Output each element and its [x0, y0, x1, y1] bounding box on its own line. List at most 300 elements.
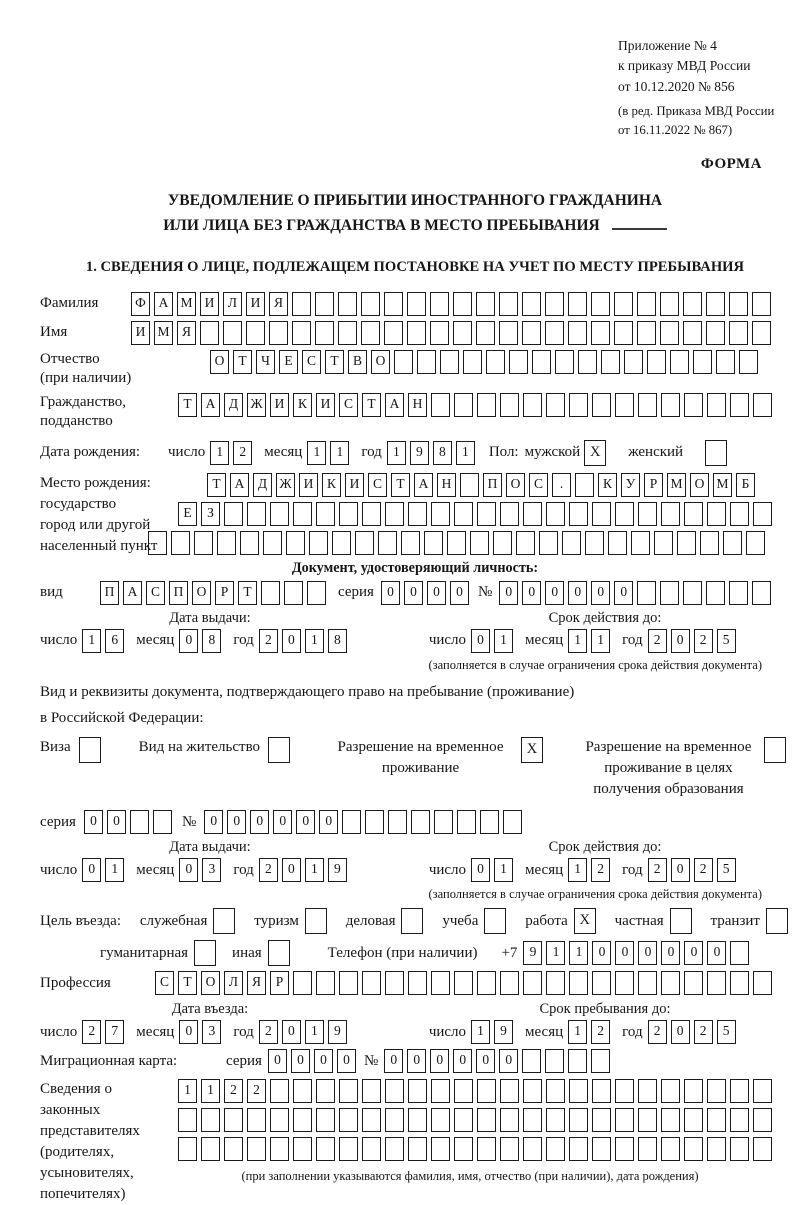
char-cell[interactable]: А: [385, 393, 404, 417]
char-cell[interactable]: [707, 502, 726, 526]
char-cell[interactable]: [463, 350, 482, 374]
char-cell[interactable]: О: [201, 971, 220, 995]
char-cell[interactable]: Т: [207, 473, 226, 497]
char-cell[interactable]: 2: [259, 629, 278, 653]
char-cell[interactable]: [706, 292, 725, 316]
sex-female-checkbox[interactable]: [705, 440, 727, 466]
char-cell[interactable]: [509, 350, 528, 374]
char-cell[interactable]: Ж: [276, 473, 295, 497]
char-cell[interactable]: 0: [282, 858, 301, 882]
char-cell[interactable]: [201, 1137, 220, 1161]
char-cell[interactable]: [661, 1108, 680, 1132]
char-cell[interactable]: 0: [384, 1049, 403, 1073]
char-cell[interactable]: [431, 1108, 450, 1132]
char-cell[interactable]: [430, 321, 449, 345]
char-cell[interactable]: С: [339, 393, 358, 417]
char-cell[interactable]: [592, 1137, 611, 1161]
char-cell[interactable]: 1: [546, 941, 565, 965]
char-cell[interactable]: И: [131, 321, 150, 345]
char-cell[interactable]: [660, 321, 679, 345]
char-cell[interactable]: [201, 1108, 220, 1132]
visa-checkbox[interactable]: [79, 737, 101, 763]
migration-series-cells[interactable]: [268, 1049, 360, 1073]
char-cell[interactable]: [578, 350, 597, 374]
char-cell[interactable]: 1: [456, 441, 475, 465]
char-cell[interactable]: [546, 1079, 565, 1103]
char-cell[interactable]: [293, 502, 312, 526]
char-cell[interactable]: [615, 393, 634, 417]
char-cell[interactable]: [753, 1079, 772, 1103]
residence-permit-checkbox[interactable]: [268, 737, 290, 763]
char-cell[interactable]: Т: [178, 971, 197, 995]
char-cell[interactable]: 0: [476, 1049, 495, 1073]
char-cell[interactable]: [684, 1137, 703, 1161]
char-cell[interactable]: [362, 1137, 381, 1161]
char-cell[interactable]: [729, 292, 748, 316]
char-cell[interactable]: Р: [215, 581, 234, 605]
entry-month-cells[interactable]: [179, 1020, 225, 1044]
char-cell[interactable]: [408, 1079, 427, 1103]
temp-residence-education-checkbox[interactable]: [764, 737, 786, 763]
char-cell[interactable]: Т: [238, 581, 257, 605]
char-cell[interactable]: 9: [523, 941, 542, 965]
char-cell[interactable]: Н: [437, 473, 456, 497]
char-cell[interactable]: [569, 393, 588, 417]
char-cell[interactable]: [661, 393, 680, 417]
char-cell[interactable]: [592, 393, 611, 417]
char-cell[interactable]: [661, 502, 680, 526]
char-cell[interactable]: [638, 393, 657, 417]
char-cell[interactable]: [661, 971, 680, 995]
char-cell[interactable]: [240, 531, 259, 555]
char-cell[interactable]: [546, 1137, 565, 1161]
char-cell[interactable]: [546, 1108, 565, 1132]
char-cell[interactable]: [263, 531, 282, 555]
char-cell[interactable]: [707, 1079, 726, 1103]
char-cell[interactable]: [730, 1137, 749, 1161]
char-cell[interactable]: [309, 531, 328, 555]
char-cell[interactable]: 0: [471, 858, 490, 882]
char-cell[interactable]: 1: [105, 858, 124, 882]
char-cell[interactable]: [385, 1108, 404, 1132]
char-cell[interactable]: 2: [259, 858, 278, 882]
char-cell[interactable]: [339, 971, 358, 995]
char-cell[interactable]: [523, 393, 542, 417]
char-cell[interactable]: 0: [522, 581, 541, 605]
char-cell[interactable]: [454, 1137, 473, 1161]
char-cell[interactable]: А: [201, 393, 220, 417]
char-cell[interactable]: [647, 350, 666, 374]
char-cell[interactable]: 0: [84, 810, 103, 834]
char-cell[interactable]: [545, 292, 564, 316]
char-cell[interactable]: [568, 292, 587, 316]
char-cell[interactable]: [261, 581, 280, 605]
char-cell[interactable]: [614, 292, 633, 316]
char-cell[interactable]: Я: [177, 321, 196, 345]
char-cell[interactable]: 0: [319, 810, 338, 834]
char-cell[interactable]: П: [483, 473, 502, 497]
valid-month-cells[interactable]: [568, 858, 614, 882]
char-cell[interactable]: 0: [314, 1049, 333, 1073]
char-cell[interactable]: [730, 502, 749, 526]
char-cell[interactable]: О: [210, 350, 229, 374]
char-cell[interactable]: [753, 1137, 772, 1161]
char-cell[interactable]: [454, 393, 473, 417]
char-cell[interactable]: М: [154, 321, 173, 345]
char-cell[interactable]: [339, 1079, 358, 1103]
char-cell[interactable]: [408, 502, 427, 526]
char-cell[interactable]: [270, 1137, 289, 1161]
birth-place-cells-1[interactable]: [207, 473, 759, 497]
char-cell[interactable]: 0: [227, 810, 246, 834]
char-cell[interactable]: [707, 1108, 726, 1132]
doc-number-cells[interactable]: [499, 581, 775, 605]
purpose-humanitarian-checkbox[interactable]: [194, 940, 216, 966]
char-cell[interactable]: [476, 292, 495, 316]
char-cell[interactable]: [500, 971, 519, 995]
char-cell[interactable]: [178, 1108, 197, 1132]
char-cell[interactable]: [316, 1137, 335, 1161]
char-cell[interactable]: 0: [671, 629, 690, 653]
char-cell[interactable]: [332, 531, 351, 555]
char-cell[interactable]: [224, 502, 243, 526]
birth-day-cells[interactable]: [210, 441, 256, 465]
char-cell[interactable]: 0: [499, 581, 518, 605]
char-cell[interactable]: [431, 1079, 450, 1103]
until-day-cells[interactable]: [471, 1020, 517, 1044]
char-cell[interactable]: [286, 531, 305, 555]
char-cell[interactable]: [730, 393, 749, 417]
char-cell[interactable]: 0: [591, 581, 610, 605]
char-cell[interactable]: [638, 502, 657, 526]
char-cell[interactable]: [660, 292, 679, 316]
char-cell[interactable]: 0: [661, 941, 680, 965]
char-cell[interactable]: .: [552, 473, 571, 497]
char-cell[interactable]: [384, 292, 403, 316]
char-cell[interactable]: [307, 581, 326, 605]
char-cell[interactable]: С: [155, 971, 174, 995]
issue-year-cells[interactable]: [259, 629, 351, 653]
char-cell[interactable]: С: [529, 473, 548, 497]
char-cell[interactable]: М: [177, 292, 196, 316]
issue-month-cells[interactable]: [179, 858, 225, 882]
char-cell[interactable]: А: [123, 581, 142, 605]
char-cell[interactable]: [486, 350, 505, 374]
char-cell[interactable]: [752, 292, 771, 316]
char-cell[interactable]: [292, 321, 311, 345]
char-cell[interactable]: [569, 971, 588, 995]
char-cell[interactable]: 0: [430, 1049, 449, 1073]
char-cell[interactable]: 2: [694, 629, 713, 653]
representatives-cells-1[interactable]: [178, 1079, 776, 1103]
char-cell[interactable]: [706, 581, 725, 605]
char-cell[interactable]: [270, 1108, 289, 1132]
char-cell[interactable]: 0: [404, 581, 423, 605]
char-cell[interactable]: [723, 531, 742, 555]
char-cell[interactable]: [615, 1079, 634, 1103]
char-cell[interactable]: [523, 1108, 542, 1132]
char-cell[interactable]: [707, 971, 726, 995]
char-cell[interactable]: [153, 810, 172, 834]
char-cell[interactable]: [284, 581, 303, 605]
until-year-cells[interactable]: [648, 1020, 740, 1044]
char-cell[interactable]: [434, 810, 453, 834]
char-cell[interactable]: 0: [407, 1049, 426, 1073]
char-cell[interactable]: [592, 971, 611, 995]
char-cell[interactable]: 7: [105, 1020, 124, 1044]
char-cell[interactable]: П: [100, 581, 119, 605]
valid-day-cells[interactable]: [471, 629, 517, 653]
char-cell[interactable]: Л: [224, 971, 243, 995]
phone-cells[interactable]: [523, 941, 753, 965]
char-cell[interactable]: [670, 350, 689, 374]
patronymic-cells[interactable]: [210, 350, 762, 374]
char-cell[interactable]: [591, 292, 610, 316]
char-cell[interactable]: [684, 393, 703, 417]
char-cell[interactable]: И: [345, 473, 364, 497]
char-cell[interactable]: [385, 1137, 404, 1161]
purpose-tourism-checkbox[interactable]: [305, 908, 327, 934]
char-cell[interactable]: [677, 531, 696, 555]
char-cell[interactable]: [454, 1108, 473, 1132]
representatives-cells-2[interactable]: [178, 1108, 776, 1132]
char-cell[interactable]: С: [302, 350, 321, 374]
char-cell[interactable]: 9: [328, 1020, 347, 1044]
char-cell[interactable]: 1: [330, 441, 349, 465]
issue-day-cells[interactable]: [82, 858, 128, 882]
char-cell[interactable]: Б: [736, 473, 755, 497]
residence-series-cells[interactable]: [84, 810, 176, 834]
char-cell[interactable]: [270, 502, 289, 526]
char-cell[interactable]: 2: [233, 441, 252, 465]
char-cell[interactable]: [585, 531, 604, 555]
char-cell[interactable]: 2: [224, 1079, 243, 1103]
char-cell[interactable]: 0: [684, 941, 703, 965]
doc-series-cells[interactable]: [381, 581, 473, 605]
char-cell[interactable]: С: [146, 581, 165, 605]
char-cell[interactable]: 5: [717, 858, 736, 882]
purpose-other-checkbox[interactable]: [268, 940, 290, 966]
issue-year-cells[interactable]: [259, 858, 351, 882]
birth-year-cells[interactable]: [387, 441, 479, 465]
char-cell[interactable]: [683, 321, 702, 345]
char-cell[interactable]: [683, 581, 702, 605]
char-cell[interactable]: [477, 971, 496, 995]
char-cell[interactable]: О: [690, 473, 709, 497]
char-cell[interactable]: [224, 1137, 243, 1161]
char-cell[interactable]: Е: [178, 502, 197, 526]
char-cell[interactable]: 2: [259, 1020, 278, 1044]
char-cell[interactable]: 0: [671, 1020, 690, 1044]
purpose-business-checkbox[interactable]: [401, 908, 423, 934]
char-cell[interactable]: [532, 350, 551, 374]
char-cell[interactable]: 1: [305, 1020, 324, 1044]
char-cell[interactable]: [178, 1137, 197, 1161]
char-cell[interactable]: [316, 502, 335, 526]
char-cell[interactable]: [401, 531, 420, 555]
char-cell[interactable]: [684, 1079, 703, 1103]
char-cell[interactable]: 2: [648, 629, 667, 653]
char-cell[interactable]: Я: [247, 971, 266, 995]
char-cell[interactable]: О: [371, 350, 390, 374]
char-cell[interactable]: [315, 321, 334, 345]
char-cell[interactable]: [362, 502, 381, 526]
char-cell[interactable]: [408, 1137, 427, 1161]
char-cell[interactable]: [637, 321, 656, 345]
char-cell[interactable]: 2: [648, 1020, 667, 1044]
char-cell[interactable]: [407, 292, 426, 316]
sex-male-checkbox[interactable]: X: [584, 440, 606, 466]
char-cell[interactable]: 0: [615, 941, 634, 965]
char-cell[interactable]: 0: [179, 629, 198, 653]
char-cell[interactable]: Р: [644, 473, 663, 497]
char-cell[interactable]: [316, 971, 335, 995]
char-cell[interactable]: [730, 1079, 749, 1103]
char-cell[interactable]: 0: [82, 858, 101, 882]
char-cell[interactable]: [624, 350, 643, 374]
char-cell[interactable]: [365, 810, 384, 834]
char-cell[interactable]: [361, 321, 380, 345]
char-cell[interactable]: Д: [253, 473, 272, 497]
char-cell[interactable]: [269, 321, 288, 345]
char-cell[interactable]: [499, 321, 518, 345]
char-cell[interactable]: [753, 971, 772, 995]
char-cell[interactable]: 2: [247, 1079, 266, 1103]
entry-day-cells[interactable]: [82, 1020, 128, 1044]
char-cell[interactable]: 2: [694, 858, 713, 882]
char-cell[interactable]: [730, 941, 749, 965]
char-cell[interactable]: [739, 350, 758, 374]
char-cell[interactable]: [339, 1137, 358, 1161]
char-cell[interactable]: [217, 531, 236, 555]
char-cell[interactable]: 0: [250, 810, 269, 834]
char-cell[interactable]: [477, 393, 496, 417]
char-cell[interactable]: [224, 1108, 243, 1132]
char-cell[interactable]: [684, 502, 703, 526]
char-cell[interactable]: [424, 531, 443, 555]
char-cell[interactable]: [476, 321, 495, 345]
char-cell[interactable]: 0: [450, 581, 469, 605]
char-cell[interactable]: [270, 1079, 289, 1103]
char-cell[interactable]: [493, 531, 512, 555]
char-cell[interactable]: [293, 971, 312, 995]
char-cell[interactable]: Л: [223, 292, 242, 316]
purpose-study-checkbox[interactable]: [484, 908, 506, 934]
char-cell[interactable]: [500, 1079, 519, 1103]
char-cell[interactable]: [638, 1108, 657, 1132]
char-cell[interactable]: И: [316, 393, 335, 417]
char-cell[interactable]: [546, 502, 565, 526]
purpose-transit-checkbox[interactable]: [766, 908, 788, 934]
char-cell[interactable]: [355, 531, 374, 555]
char-cell[interactable]: [729, 321, 748, 345]
char-cell[interactable]: Т: [178, 393, 197, 417]
char-cell[interactable]: [545, 321, 564, 345]
char-cell[interactable]: И: [200, 292, 219, 316]
char-cell[interactable]: 5: [717, 629, 736, 653]
char-cell[interactable]: [693, 350, 712, 374]
char-cell[interactable]: [499, 292, 518, 316]
char-cell[interactable]: З: [201, 502, 220, 526]
char-cell[interactable]: [316, 1079, 335, 1103]
char-cell[interactable]: [293, 1137, 312, 1161]
char-cell[interactable]: [503, 810, 522, 834]
char-cell[interactable]: 0: [592, 941, 611, 965]
char-cell[interactable]: [661, 1079, 680, 1103]
entry-year-cells[interactable]: [259, 1020, 351, 1044]
char-cell[interactable]: 0: [282, 629, 301, 653]
char-cell[interactable]: [477, 1079, 496, 1103]
char-cell[interactable]: [447, 531, 466, 555]
char-cell[interactable]: 6: [105, 629, 124, 653]
char-cell[interactable]: 9: [410, 441, 429, 465]
char-cell[interactable]: [700, 531, 719, 555]
char-cell[interactable]: [591, 1049, 610, 1073]
char-cell[interactable]: П: [169, 581, 188, 605]
char-cell[interactable]: 1: [387, 441, 406, 465]
char-cell[interactable]: 2: [591, 1020, 610, 1044]
char-cell[interactable]: У: [621, 473, 640, 497]
char-cell[interactable]: 0: [273, 810, 292, 834]
char-cell[interactable]: [362, 1108, 381, 1132]
char-cell[interactable]: [684, 1108, 703, 1132]
char-cell[interactable]: [454, 971, 473, 995]
char-cell[interactable]: О: [506, 473, 525, 497]
char-cell[interactable]: [522, 321, 541, 345]
char-cell[interactable]: Н: [408, 393, 427, 417]
char-cell[interactable]: [339, 1108, 358, 1132]
char-cell[interactable]: М: [713, 473, 732, 497]
char-cell[interactable]: [601, 350, 620, 374]
char-cell[interactable]: [753, 393, 772, 417]
birth-place-cells-2[interactable]: [178, 502, 776, 526]
char-cell[interactable]: [730, 1108, 749, 1132]
char-cell[interactable]: [339, 502, 358, 526]
char-cell[interactable]: [575, 473, 594, 497]
char-cell[interactable]: [431, 393, 450, 417]
char-cell[interactable]: [638, 1137, 657, 1161]
char-cell[interactable]: [729, 581, 748, 605]
char-cell[interactable]: [637, 292, 656, 316]
issue-month-cells[interactable]: [179, 629, 225, 653]
char-cell[interactable]: 9: [328, 858, 347, 882]
char-cell[interactable]: Е: [279, 350, 298, 374]
char-cell[interactable]: [470, 531, 489, 555]
char-cell[interactable]: [638, 1079, 657, 1103]
char-cell[interactable]: И: [246, 292, 265, 316]
char-cell[interactable]: Ч: [256, 350, 275, 374]
char-cell[interactable]: [408, 1108, 427, 1132]
char-cell[interactable]: [500, 502, 519, 526]
char-cell[interactable]: Т: [325, 350, 344, 374]
char-cell[interactable]: 0: [471, 629, 490, 653]
char-cell[interactable]: [592, 1108, 611, 1132]
char-cell[interactable]: 1: [568, 629, 587, 653]
char-cell[interactable]: [569, 1108, 588, 1132]
char-cell[interactable]: [706, 321, 725, 345]
char-cell[interactable]: [388, 810, 407, 834]
char-cell[interactable]: [746, 531, 765, 555]
char-cell[interactable]: 5: [717, 1020, 736, 1044]
char-cell[interactable]: [293, 1108, 312, 1132]
char-cell[interactable]: Ф: [131, 292, 150, 316]
char-cell[interactable]: [293, 1079, 312, 1103]
char-cell[interactable]: И: [299, 473, 318, 497]
char-cell[interactable]: [477, 502, 496, 526]
char-cell[interactable]: [637, 581, 656, 605]
char-cell[interactable]: [684, 971, 703, 995]
char-cell[interactable]: [631, 531, 650, 555]
